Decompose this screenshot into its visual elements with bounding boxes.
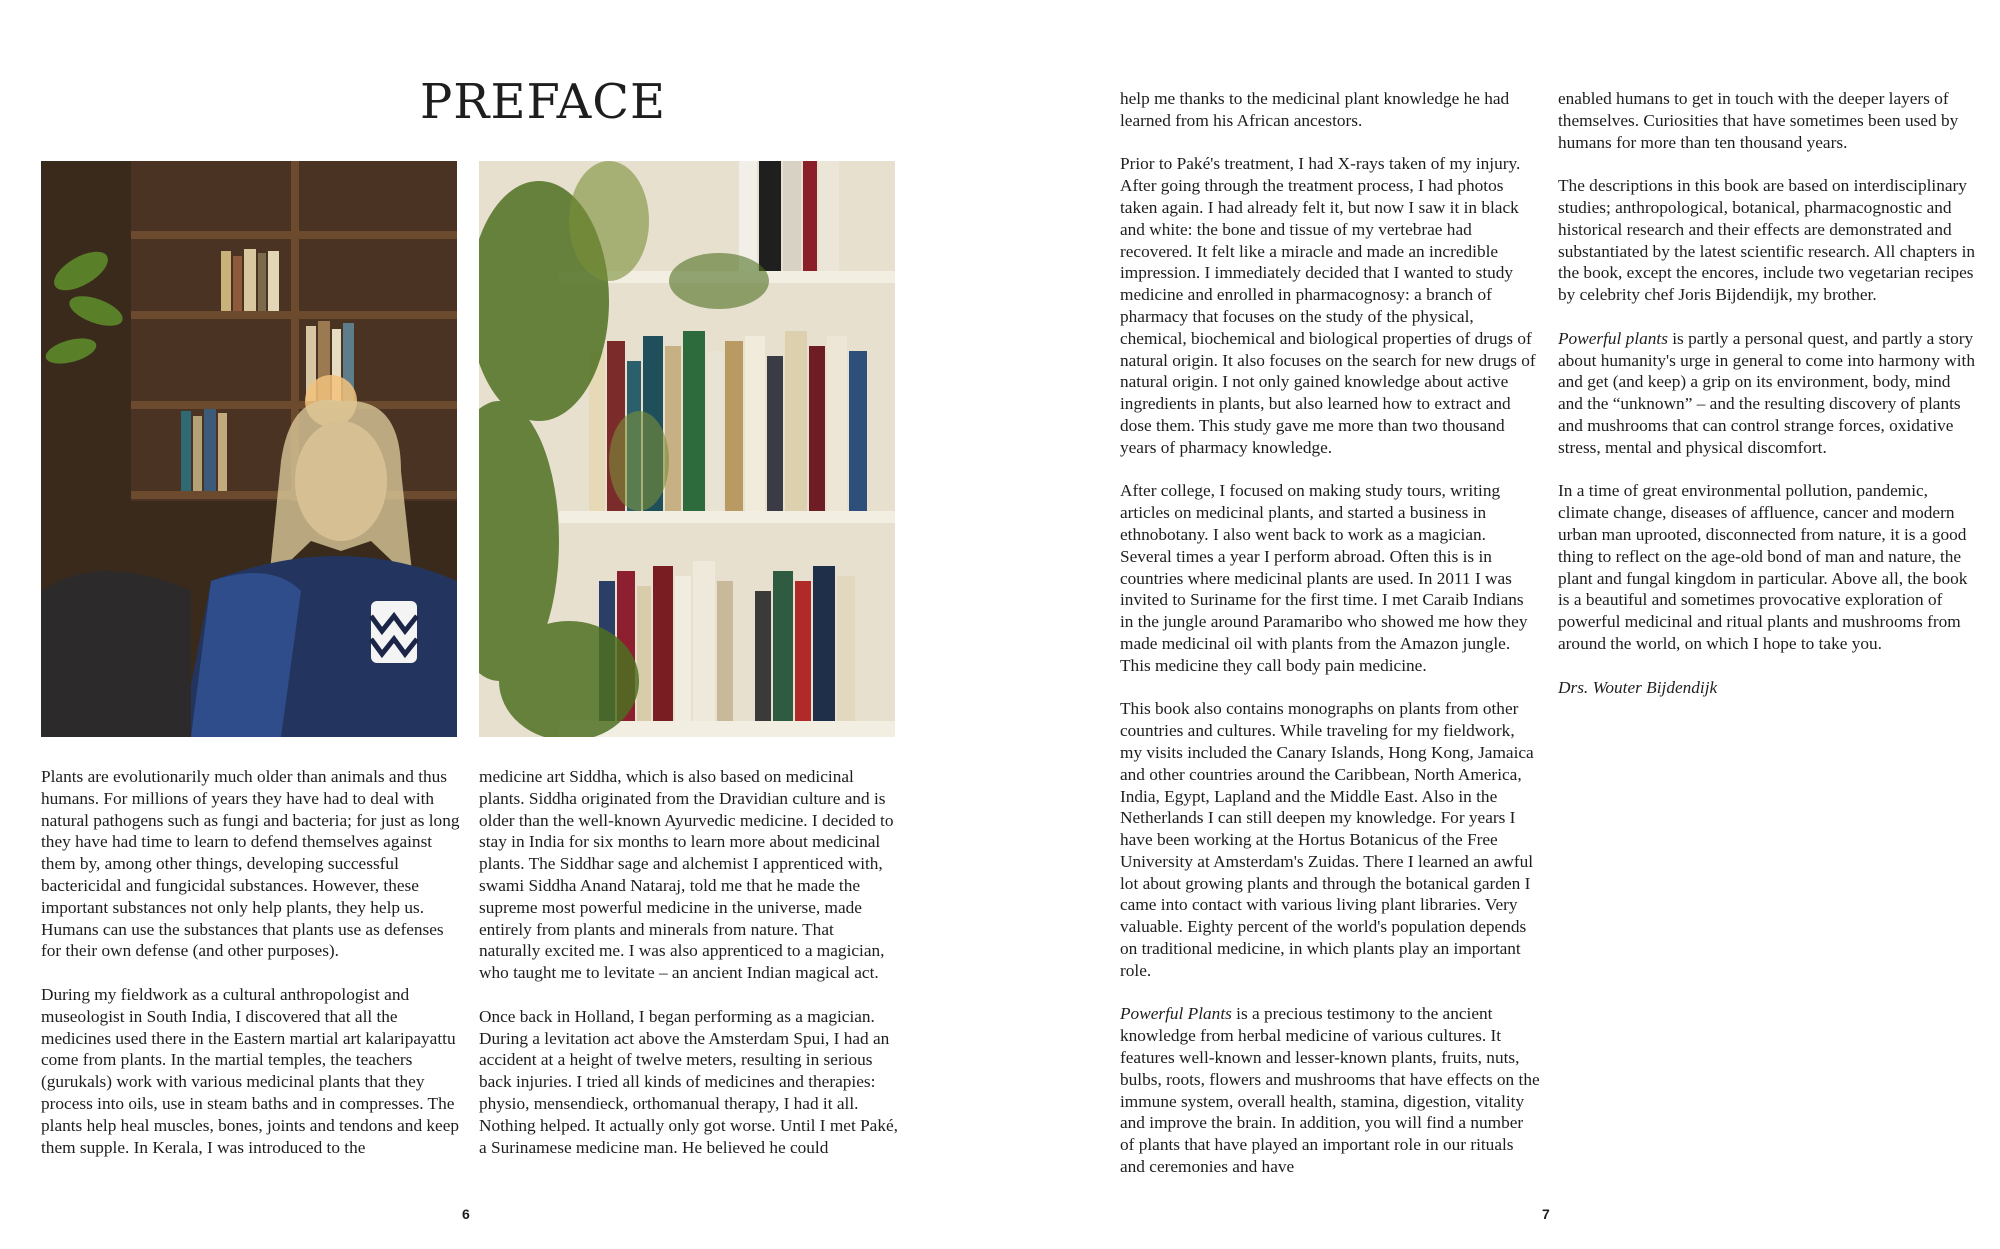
page-number-left: 6	[462, 1206, 470, 1222]
paragraph: medicine art Siddha, which is also based on medicinal plants. Siddha originated from the Dravidian culture and is older than the well-known Ayurvedic medicine. I decided to stay in India for six months to learn more about medicinal plants. The Siddhar sage and alchemist I apprenticed with, swami Siddha Anand Nataraj, told me that he made the supreme most powerful medicine in the universe, made entirely from plants and minerals from nature. That naturally excited me. I was also apprenticed to a magician, who taught me to levitate – an ancient Indian magical act.	[479, 767, 894, 983]
paragraph: The descriptions in this book are based on interdisciplinary studies; anthropological, botanical, pharmacognostic and historical research and their effects are demonstrated and substantiated by the latest scientific research. All chapters in the book, except the encores, include two vegetarian recipes by celebrity chef Joris Bijdendijk, my brother.	[1558, 176, 1976, 305]
bookshelf-illustration	[479, 161, 895, 737]
text-column-3	[1120, 88, 1540, 1178]
book-title: Powerful Plants	[1120, 1004, 1232, 1024]
book-title: Powerful plants	[1558, 328, 1668, 348]
paragraph: enabled humans to get in touch with the deeper layers of themselves. Curiosities that have sometimes been used by humans for more than ten thousand years.	[1558, 89, 1959, 152]
paragraph: Once back in Holland, I began performing as a magician. During a levitation act above the Amsterdam Spui, I had an accident at a height of twelve meters, resulting in serious back injuries. I tried all kinds of medicines and therapies: physio, mensendieck, orthomanual therapy, I had it all. Nothing helped. It actually only got worse. Until I met Paké, a Surinamese medicine man. He believed he could	[479, 1006, 898, 1157]
portrait-photo	[41, 161, 457, 737]
paragraph-text: is partly a personal quest, and partly a story about humanity's urge in general to come into harmony with and get (and keep) a grip on its environment, body, mind and the “unknown” – and the resulting discovery of plants and mushrooms that can control strange forces, oxidative stress, mental and physical discomfort.	[1558, 328, 1975, 457]
paragraph: During my fieldwork as a cultural anthropologist and museologist in South India, I discovered that all the medicines used there in the Eastern martial art kalaripayattu come from plants. In the martial temples, the teachers (gurukals) work with various medicinal plants that they process into oils, use in steam baths and in compresses. The plants help heal muscles, bones, joints and tendons and keep them supple. In Kerala, I was introduced to the	[41, 984, 460, 1157]
paragraph: help me thanks to the medicinal plant knowledge he had learned from his African ancestors.	[1120, 89, 1510, 130]
text-column-1	[41, 766, 461, 1158]
paragraph: Plants are evolutionarily much older than animals and thus humans. For millions of years they have had to deal with natural pathogens such as fungi and bacteria; for just as long they have had time to learn to defend themselves against them by, among other things, developing successful bactericidal and fungicidal substances. However, these important substances not only help plants, they help us. Humans can use the substances that plants use as defenses for their own defense (and other purposes).	[41, 767, 460, 961]
author-signature: Drs. Wouter Bijdendijk	[1558, 677, 1718, 697]
paragraph: Prior to Paké's treatment, I had X-rays taken of my injury. After going through the treatment process, I had photos taken again. I had already felt it, but now I saw it in black and white: the bone and tissue of my vertebrae had recovered. It felt like a miracle and made an incredible impression. I immediately decided that I wanted to study medicine and enrolled in pharmacognosy: a branch of pharmacy that focuses on the study of the physical, chemical, biochemical and biological properties of drugs of natural origin. It also focuses on the search for new drugs of natural origin. I not only gained knowledge about active ingredients in plants, but also learned how to extract and dose them. This study gave me more than two thousand years of pharmacy knowledge.	[1120, 154, 1536, 457]
paragraph: In a time of great environmental pollution, pandemic, climate change, diseases of affluence, cancer and modern urban man uprooted, disconnected from nature, it is a good thing to reflect on the age-old bond of man and nature, the plant and fungal kingdom in particular. Above all, the book is a beautiful and sometimes provocative exploration of powerful medicinal and ritual plants and mushrooms from around the world, on which I hope to take you.	[1558, 481, 1968, 653]
paragraph: This book also contains monographs on plants from other countries and cultures. While traveling for my fieldwork, my visits included the Canary Islands, Hong Kong, Jamaica and other countries around the Caribbean, North America, India, Egypt, Lapland and the Middle East. Also in the Netherlands I can still deepen my knowledge. For years I have been working at the Hortus Botanicus of the Free University at Amsterdam's Zuidas. There I learned an awful lot about growing plants and through the botanical garden I came into contact with various living plant libraries. Very valuable. Eighty percent of the world's population depends on traditional medicine, in which plants play an important role.	[1120, 699, 1534, 980]
text-column-2	[479, 766, 899, 1158]
paragraph	[1120, 1003, 1540, 1177]
portrait-illustration	[41, 161, 457, 737]
paragraph: After college, I focused on making study tours, writing articles on medicinal plants, and started a business in ethnobotany. I also went back to work as a magician. Several times a year I perform abroad. Often this is in countries where medicinal plants are used. In 2011 I was invited to Suriname for the first time. I met Caraib Indians in the jungle around Paramaribo who showed me how they made medicinal oil with plants from the Amazon jungle. This medicine they call body pain medicine.	[1120, 481, 1528, 675]
paragraph	[1558, 328, 1978, 459]
text-column-4	[1558, 88, 1978, 698]
paragraph-text: is a precious testimony to the ancient knowledge from herbal medicine of various cultures. It features well-known and lesser-known plants, fruits, nuts, bulbs, roots, flowers and mushrooms that have effects on the immune system, overall health, stamina, digestion, vitality and improve the brain. In addition, you will find a number of plants that have played an important role in our rituals and ceremonies and have	[1120, 1004, 1540, 1177]
page-title: PREFACE	[420, 74, 667, 130]
page-number-right: 7	[1542, 1206, 1550, 1222]
bookshelf-photo	[479, 161, 895, 737]
